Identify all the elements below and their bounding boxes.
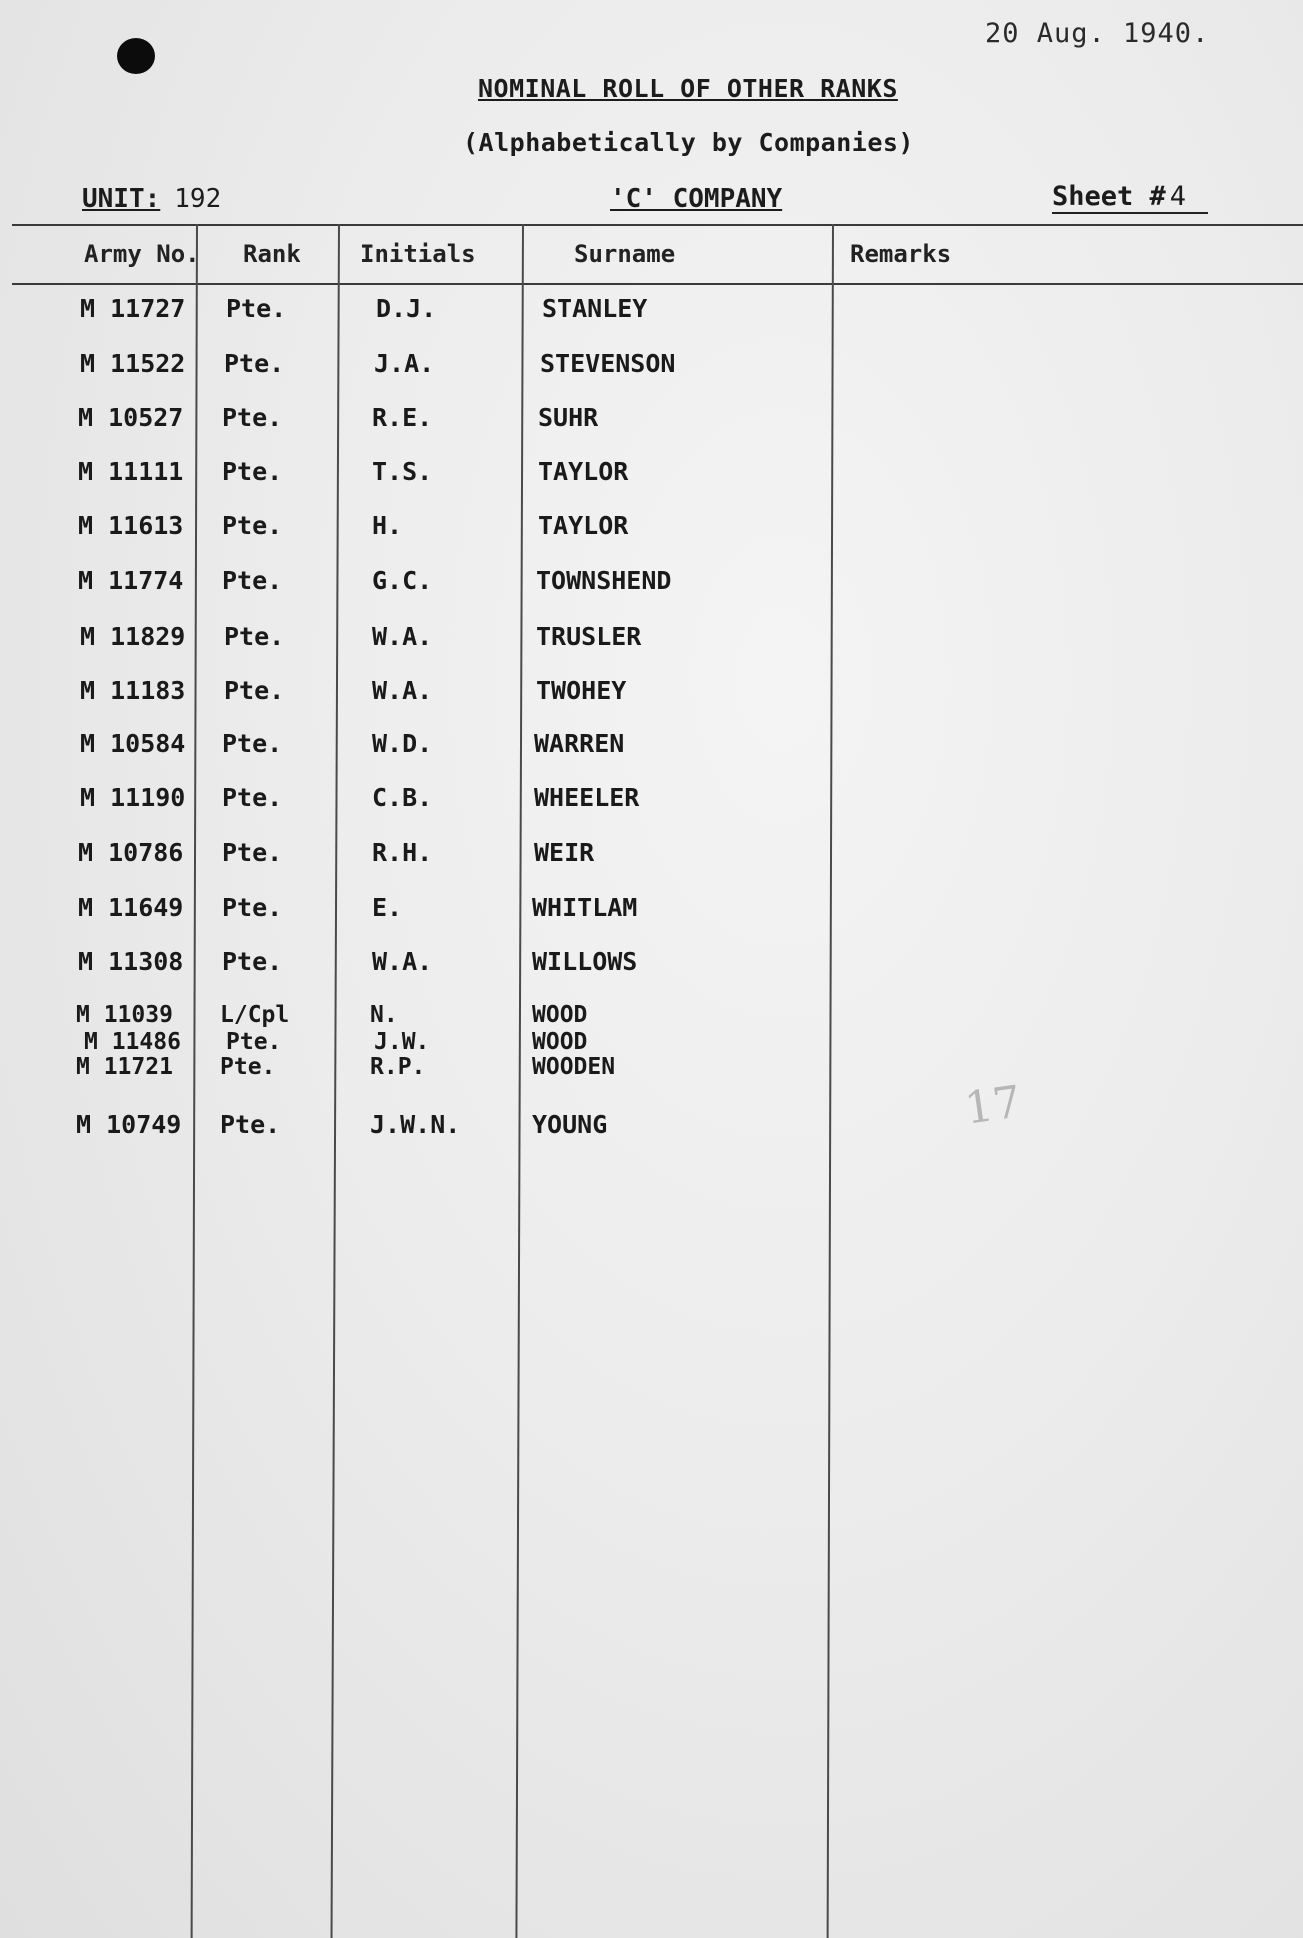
- surname-cell: TWOHEY: [536, 676, 627, 705]
- initials-cell: T.S.: [372, 457, 433, 486]
- rank-cell: Pte.: [222, 511, 283, 540]
- initials-cell: D.J.: [376, 294, 437, 323]
- rank-cell: Pte.: [226, 294, 287, 323]
- column-header-initials: Initials: [360, 240, 476, 268]
- column-divider-surname: [827, 224, 834, 1938]
- army-no-cell: M 11486: [84, 1029, 181, 1055]
- column-header-remarks: Remarks: [850, 240, 952, 268]
- initials-cell: R.H.: [372, 838, 433, 867]
- rank-cell: Pte.: [222, 729, 283, 758]
- company-name: 'C' COMPANY: [610, 184, 783, 214]
- column-divider-initials: [515, 224, 524, 1938]
- surname-cell: STEVENSON: [540, 349, 676, 378]
- document-subtitle: (Alphabetically by Companies): [463, 128, 914, 157]
- pencil-count-note: 17: [961, 1076, 1025, 1135]
- initials-cell: G.C.: [372, 566, 433, 595]
- rank-cell: Pte.: [224, 622, 285, 651]
- unit-value: 192: [174, 184, 222, 214]
- column-header-army-no: Army No.: [84, 240, 200, 268]
- table-header-rule: [12, 283, 1303, 285]
- surname-cell: WARREN: [534, 729, 625, 758]
- rank-cell: L/Cpl: [220, 1002, 290, 1028]
- column-header-rank: Rank: [243, 240, 301, 268]
- army-no-cell: M 11111: [78, 457, 184, 486]
- sheet-label: Sheet #: [1052, 181, 1166, 212]
- initials-cell: W.D.: [372, 729, 433, 758]
- rank-cell: Pte.: [220, 1110, 281, 1139]
- initials-cell: J.W.: [374, 1029, 430, 1055]
- initials-cell: W.A.: [372, 947, 433, 976]
- initials-cell: W.A.: [372, 622, 433, 651]
- sheet-field: [1052, 182, 1208, 214]
- army-no-cell: M 11039: [76, 1002, 173, 1028]
- document-title: NOMINAL ROLL OF OTHER RANKS: [478, 74, 898, 103]
- surname-cell: TAYLOR: [538, 457, 629, 486]
- surname-cell: SUHR: [538, 403, 599, 432]
- sheet-number: 4: [1169, 181, 1187, 212]
- rank-cell: Pte.: [222, 947, 283, 976]
- surname-cell: WILLOWS: [532, 947, 638, 976]
- surname-cell: YOUNG: [532, 1110, 608, 1139]
- initials-cell: N.: [370, 1002, 398, 1028]
- column-divider-rank: [331, 224, 340, 1938]
- initials-cell: R.E.: [372, 403, 433, 432]
- surname-cell: STANLEY: [542, 294, 648, 323]
- initials-cell: J.A.: [374, 349, 435, 378]
- army-no-cell: M 10749: [76, 1110, 182, 1139]
- initials-cell: H.: [372, 511, 403, 540]
- army-no-cell: M 11721: [76, 1054, 173, 1080]
- column-header-surname: Surname: [574, 240, 676, 268]
- initials-cell: W.A.: [372, 676, 433, 705]
- army-no-cell: M 11613: [78, 511, 184, 540]
- surname-cell: TRUSLER: [536, 622, 642, 651]
- surname-cell: WOODEN: [532, 1054, 616, 1080]
- surname-cell: WEIR: [534, 838, 595, 867]
- unit-field: [82, 184, 221, 214]
- army-no-cell: M 11308: [78, 947, 184, 976]
- army-no-cell: M 11649: [78, 893, 184, 922]
- army-no-cell: M 11727: [80, 294, 186, 323]
- initials-cell: J.W.N.: [370, 1110, 461, 1139]
- rank-cell: Pte.: [222, 457, 283, 486]
- column-divider-army-no: [191, 224, 198, 1938]
- rank-cell: Pte.: [222, 566, 283, 595]
- initials-cell: R.P.: [370, 1054, 426, 1080]
- army-no-cell: M 10527: [78, 403, 184, 432]
- army-no-cell: M 10584: [80, 729, 186, 758]
- rank-cell: Pte.: [222, 403, 283, 432]
- rank-cell: Pte.: [224, 676, 285, 705]
- initials-cell: E.: [372, 893, 403, 922]
- surname-cell: WOOD: [532, 1029, 588, 1055]
- rank-cell: Pte.: [224, 349, 285, 378]
- army-no-cell: M 11190: [80, 783, 186, 812]
- army-no-cell: M 11774: [78, 566, 184, 595]
- army-no-cell: M 11829: [80, 622, 186, 651]
- table-top-rule: [12, 224, 1303, 226]
- surname-cell: TOWNSHEND: [536, 566, 672, 595]
- unit-label: UNIT:: [82, 184, 161, 214]
- surname-cell: TAYLOR: [538, 511, 629, 540]
- punch-hole: [117, 38, 155, 74]
- rank-cell: Pte.: [220, 1054, 276, 1080]
- surname-cell: WHEELER: [534, 783, 640, 812]
- surname-cell: WOOD: [532, 1002, 588, 1028]
- army-no-cell: M 10786: [78, 838, 184, 867]
- rank-cell: Pte.: [222, 893, 283, 922]
- surname-cell: WHITLAM: [532, 893, 638, 922]
- army-no-cell: M 11522: [80, 349, 186, 378]
- rank-cell: Pte.: [226, 1029, 282, 1055]
- rank-cell: Pte.: [222, 783, 283, 812]
- army-no-cell: M 11183: [80, 676, 186, 705]
- rank-cell: Pte.: [222, 838, 283, 867]
- document-date: 20 Aug. 1940.: [985, 18, 1210, 49]
- initials-cell: C.B.: [372, 783, 433, 812]
